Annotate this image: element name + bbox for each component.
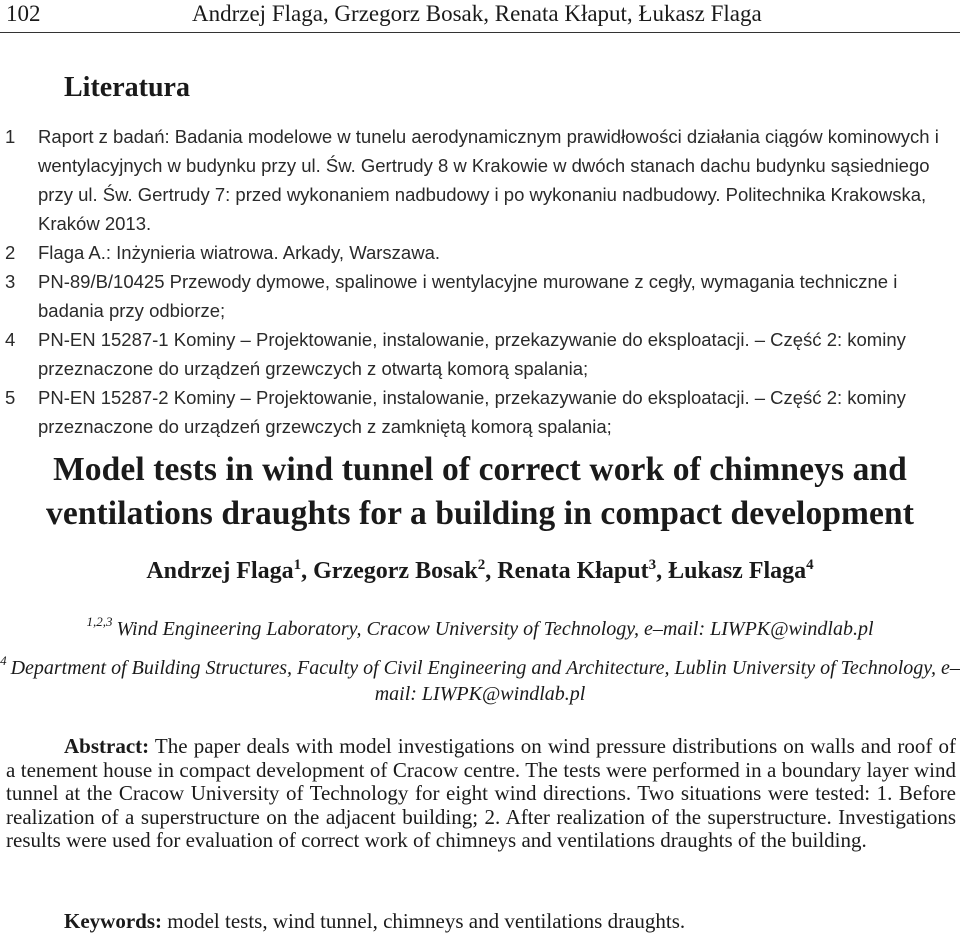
author-affiliation-mark: 2: [477, 557, 486, 573]
affiliation: [0, 614, 960, 641]
affiliation-mark: 4: [0, 653, 7, 668]
reference-item: [0, 122, 960, 238]
reference-text: PN-EN 15287-2 Kominy – Projektowanie, instalowanie, przekazywanie do eksploatacji. – Część 2: kominy przeznaczone do urządzeń grzewczych z zamkniętą komorą spalania;: [38, 387, 906, 437]
affiliation-text: Wind Engineering Laboratory, Cracow University of Technology, e–mail: LIWPK@windlab.pl: [116, 618, 874, 640]
author-name: Łukasz Flaga: [668, 558, 807, 584]
abstract-text: The paper deals with model investigations on wind pressure distributions on walls and roof of a tenement house in compact development of Cracow centre. The tests were performed in a boundary layer wind tunnel at the Cracow University of Technology for eight wind directions. Two situations were tested: 1. Before realization of a superstructure on the adjacent building; 2. After realization of the superstructure. Investigations results were used for evaluation of correct work of chimneys and ventilations draughts of the building.: [6, 734, 957, 852]
affiliation-mark: 1,2,3: [86, 614, 113, 629]
reference-number: 3: [5, 271, 16, 292]
reference-item: [0, 267, 960, 325]
reference-text: PN-89/B/10425 Przewody dymowe, spalinowe i wentylacyjne murowane z cegły, wymagania techniczne i badania przy odbiorze;: [38, 271, 898, 321]
paper-title-line: Model tests in wind tunnel of correct work of chimneys and: [53, 451, 907, 488]
running-head: Andrzej Flaga, Grzegorz Bosak, Renata Kłaput, Łukasz Flaga: [192, 1, 762, 26]
reference-item: [0, 383, 960, 441]
paper-title-line: ventilations draughts for a building in compact development: [46, 495, 914, 532]
reference-text: PN-EN 15287-1 Kominy – Projektowanie, instalowanie, przekazywanie do eksploatacji. – Część 2: kominy przeznaczone do urządzeń grzewczych z otwartą komorą spalania;: [38, 329, 906, 379]
author-affiliation-mark: 4: [806, 557, 814, 573]
page-number: 102: [6, 1, 41, 26]
author-name: Renata Kłaput: [497, 558, 649, 584]
reference-number: 4: [5, 329, 16, 350]
author-name: Andrzej Flaga: [146, 558, 294, 584]
keywords-text: model tests, wind tunnel, chimneys and ventilations draughts.: [167, 909, 686, 933]
keywords: [64, 909, 685, 934]
author-affiliation-mark: 3: [648, 557, 657, 573]
author-affiliation-mark: 1: [293, 557, 302, 573]
abstract: [6, 735, 956, 853]
reference-list: [0, 122, 960, 441]
keywords-label: Keywords:: [64, 909, 162, 933]
reference-number: 5: [5, 387, 16, 408]
reference-text: Flaga A.: Inżynieria wiatrowa. Arkady, Warszawa.: [38, 242, 441, 263]
affiliation-text: Department of Building Structures, Faculty of Civil Engineering and Architecture, Lublin University of Technology, e–mail: LIWPK@windlab.pl: [10, 657, 960, 705]
reference-item: [0, 325, 960, 383]
reference-number: 2: [5, 242, 16, 263]
reference-text: Raport z badań: Badania modelowe w tunelu aerodynamicznym prawidłowości działania ciągów kominowych i wentylacyjnych w budynku przy ul. Św. Gertrudy 8 w Krakowie w dwóch stanach dachu budynku sąsiedniego przy ul. Św. Gertrudy 7: przed wykonaniem nadbudowy i po wykonaniu nadbudowy. Politechnika Krakowska, Kraków 2013.: [38, 126, 939, 234]
reference-number: 1: [5, 126, 16, 147]
abstract-label: Abstract:: [64, 734, 150, 758]
reference-item: [0, 238, 960, 267]
author-list: Andrzej Flaga$^1$, Grzegorz Bosak$^2$, Renata Kłaput$^3$, Łukasz Flaga$^4$: [146, 557, 814, 584]
author-name: Grzegorz Bosak: [313, 558, 478, 584]
page-header: [0, 0, 960, 33]
literature-heading: Literatura: [64, 72, 190, 103]
affiliation: [0, 648, 960, 707]
paper-title: [0, 448, 960, 536]
